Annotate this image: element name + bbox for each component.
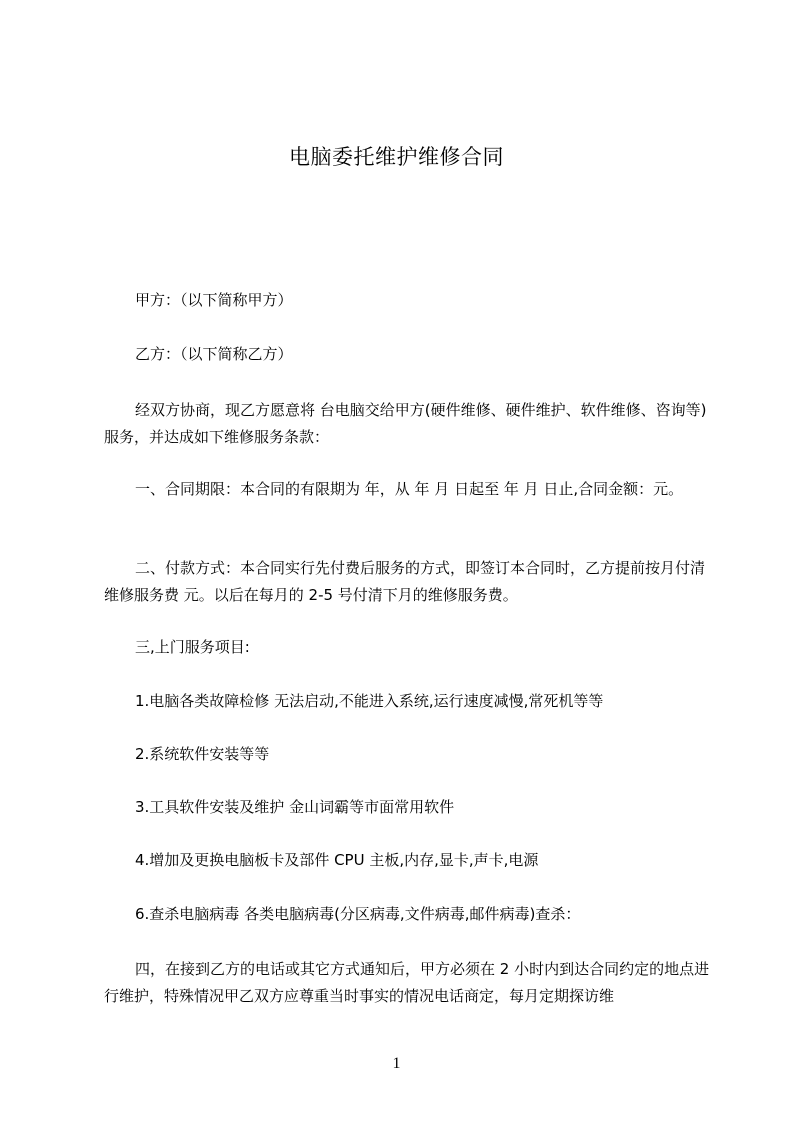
clause-payment: 二、付款方式：本合同实行先付费后服务的方式，即签订本合同时，乙方提前按月付清维修服务费 元。以后在每月的 2-5 号付清下月的维修服务费。	[104, 559, 706, 604]
party-a-line: 甲方：（以下简称甲方）	[135, 291, 293, 309]
clause-service-items-heading: 三,上门服务项目:	[135, 638, 250, 656]
document-title: 电脑委托维护维修合同	[289, 145, 504, 169]
service-item-6: 6.查杀电脑病毒 各类电脑病毒(分区病毒,文件病毒,邮件病毒)查杀：	[135, 905, 581, 923]
party-b-line: 乙方：（以下简称乙方）	[135, 345, 293, 363]
clause-response-time: 四，在接到乙方的电话或其它方式通知后，甲方必须在 2 小时内到达合同约定的地点进行维护，特殊情况甲乙双方应尊重当时事实的情况电话商定，每月定期探访维	[104, 960, 710, 1005]
service-item-3: 3.工具软件安装及维护 金山词霸等市面常用软件	[135, 798, 455, 816]
service-item-4: 4.增加及更换电脑板卡及部件 CPU 主板,内存,显卡,声卡,电源	[135, 851, 539, 869]
intro-paragraph: 经双方协商，现乙方愿意将 台电脑交给甲方(硬件维修、硬件维护、软件维修、咨询等)服务，并达成如下维修服务条款：	[104, 401, 707, 446]
service-item-2: 2.系统软件安装等等	[135, 745, 270, 763]
page-number: 1	[392, 1055, 401, 1072]
service-item-1: 1.电脑各类故障检修 无法启动,不能进入系统,运行速度减慢,常死机等等	[135, 692, 604, 710]
clause-contract-term: 一、合同期限：本合同的有限期为 年，从 年 月 日起至 年 月 日止,合同金额：元。	[135, 480, 684, 498]
